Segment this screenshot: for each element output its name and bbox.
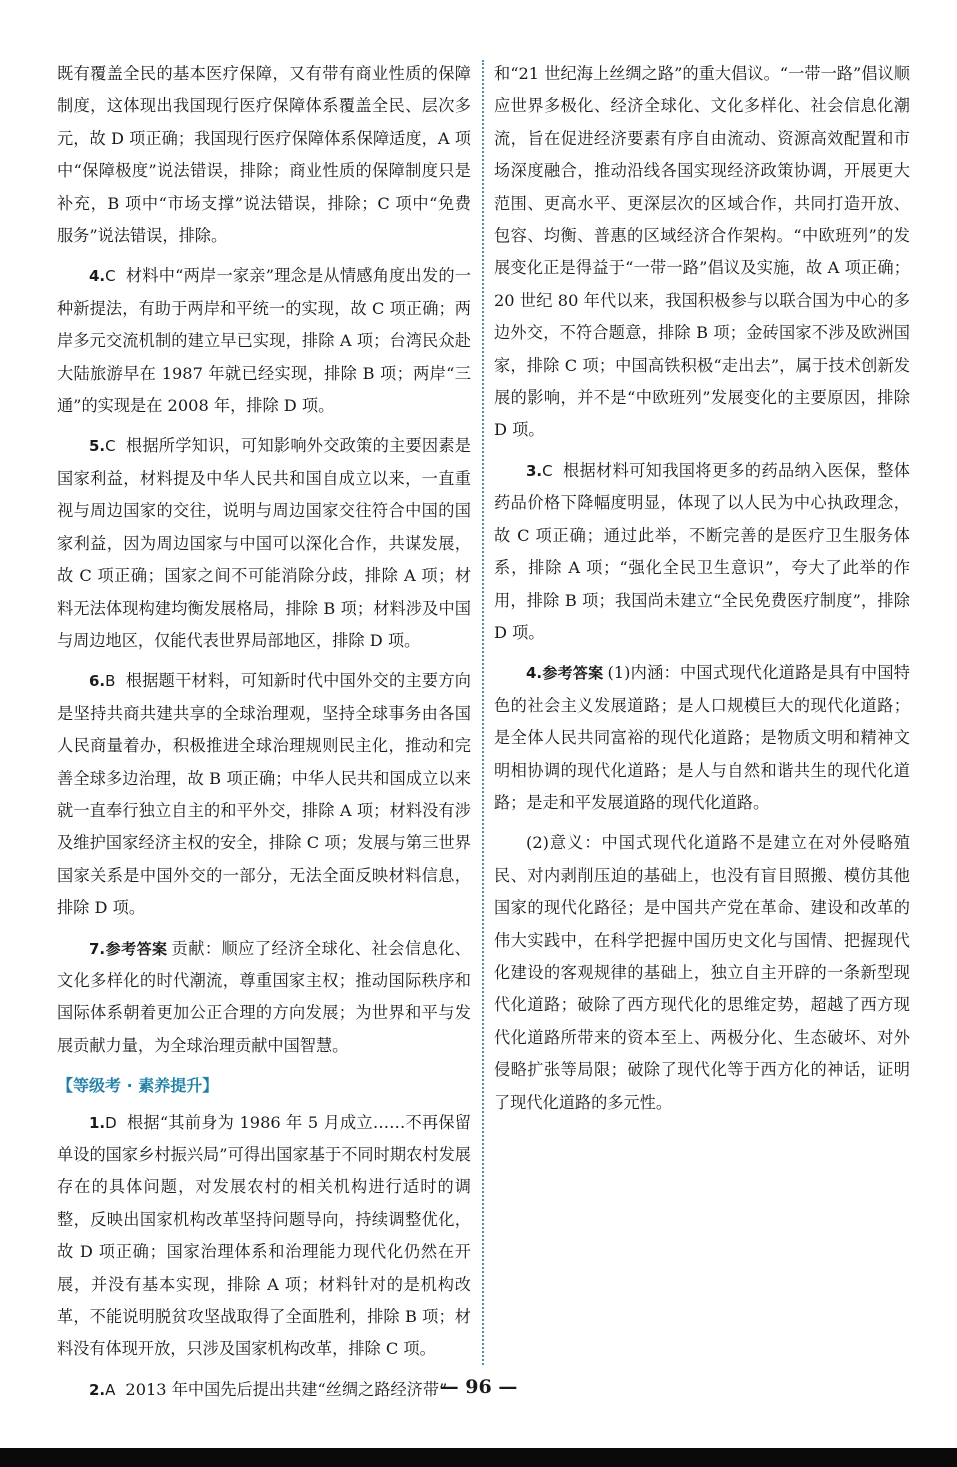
answer-letter: C [105, 267, 116, 286]
answer-item-4 [57, 260, 471, 422]
answer-explanation: (2)意义：中国式现代化道路不是建立在对外侵略殖民、对内剥削压迫的基础上，也没有盲目照搬、模仿其他国家的现代化路径；是中国共产党在革命、建设和改革的伟大实践中，在科学把握中国历史文化与国情、把握现代化建设的客观规律的基础上，独立自主开辟的一条新型现代化道路；破除了西方现代化的思维定势，超越了西方现代化道路所带来的资本至上、两极分化、生态破坏、对外侵略扩张等局限；破除了现代化等于西方化的神话，证明了现代化道路的多元性。 [494, 833, 910, 1112]
answer-letter: B [105, 672, 116, 691]
page-number: — 96 — [439, 1376, 518, 1398]
reference-answer-label: 参考答案 [105, 939, 168, 958]
question-number: 4. [526, 664, 543, 683]
answer-letter: D [105, 1113, 117, 1132]
question-number: 5. [89, 437, 106, 456]
answer-letter: C [542, 461, 553, 480]
question-number: 1. [89, 1113, 106, 1132]
advanced-item-4-part-2 [494, 827, 910, 1119]
paragraph-continued: 既有覆盖全民的基本医疗保障，又有带有商业性质的保障制度，这体现出我国现行医疗保障体系覆盖全民、层次多元，故 D 项正确；我国现行医疗保障体系保障适度，A 项中“保障极度”说法错误，排除；商业性质的保障制度只是补充，B 项中“市场支撑”说法错误，排除；C 项中“免费服务”说法错误，排除。 [57, 64, 471, 246]
column-divider [482, 60, 484, 1365]
answer-explanation: (1)内涵：中国式现代化道路是具有中国特色的社会主义发展道路；是人口规模巨大的现代化道路；是全体人民共同富裕的现代化道路；是物质文明和精神文明相协调的现代化道路；是人与自然和谐共生的现代化道路；是走和平发展道路的现代化道路。 [494, 663, 910, 812]
advanced-item-1 [57, 1107, 471, 1366]
section-title: 【等级考 · 素养提升】 [57, 1076, 219, 1096]
answer-explanation: 材料中“两岸一家亲”理念是从情感角度出发的一种新提法，有助于两岸和平统一的实现，故 C 项正确；两岸多元交流机制的建立早已实现，排除 A 项；台湾民众赴大陆旅游早在 1987 年就已经实现，排除 B 项；两岸“三通”的实现是在 2008 年，排除 D 项。 [57, 266, 471, 416]
advanced-item-4 [494, 657, 910, 819]
answer-explanation: 2013 年中国先后提出共建“丝绸之路经济带” [125, 1379, 448, 1399]
question-number: 2. [89, 1380, 106, 1399]
answer-explanation: 根据材料可知我国将更多的药品纳入医保，整体药品价格下降幅度明显，体现了以人民为中心执政理念，故 C 项正确；通过此举，不断完善的是医疗卫生服务体系，排除 A 项；“强化全民卫生意识”，夸大了此举的作用，排除 B 项；我国尚未建立“全民免费医疗制度”，排除 D 项。 [494, 460, 910, 642]
question-number: 4. [89, 267, 106, 286]
question-number: 7. [89, 939, 106, 958]
bottom-bar [0, 1448, 957, 1467]
question-number: 6. [89, 672, 106, 691]
question-number: 3. [526, 461, 543, 480]
answer-item-7 [57, 933, 471, 1063]
left-column [57, 58, 471, 1406]
answer-explanation: 根据所学知识，可知影响外交政策的主要因素是国家利益，材料提及中华人民共和国自成立以来，一直重视与周边国家的交往，说明与周边国家交往符合中国的国家利益，因为周边国家与中国可以深化合作，共谋发展，故 C 项正确；国家之间不可能消除分歧，排除 A 项；材料无法体现构建均衡发展格局，排除 B 项；材料涉及中国与周边地区，仅能代表世界局部地区，排除 D 项。 [57, 436, 471, 650]
answer-explanation: 根据“其前身为 1986 年 5 月成立……不再保留单设的国家乡村振兴局”可得出国家基于不同时期农村发展存在的具体问题，对发展农村的相关机构进行适时的调整，反映出国家机构改革坚持问题导向，持续调整优化，故 D 项正确；国家治理体系和治理能力现代化仍然在开展，并没有基本实现，排除 A 项；材料针对的是机构改革，不能说明脱贫攻坚战取得了全面胜利，排除 B 项；材料没有体现开放，只涉及国家机构改革，排除 C 项。 [57, 1112, 471, 1359]
right-column [494, 58, 910, 1119]
paragraph-continued: 和“21 世纪海上丝绸之路”的重大倡议。“一带一路”倡议顺应世界多极化、经济全球化、文化多样化、社会信息化潮流，旨在促进经济要素有序自由流动、资源高效配置和市场深度融合，推动沿线各国实现经济政策协调，开展更大范围、更高水平、更深层次的区域合作，共同打造开放、包容、均衡、普惠的区域经济合作架构。“中欧班列”的发展变化正是得益于“一带一路”倡议及实施，故 A 项正确；20 世纪 80 年代以来，我国积极参与以联合国为中心的多边外交，不符合题意，排除 B 项；金砖国家不涉及欧洲国家，排除 C 项；中国高铁积极“走出去”，属于技术创新发展的影响，并不是“中欧班列”发展变化的主要原因，排除 D 项。 [494, 64, 910, 440]
answer-letter: C [105, 437, 116, 456]
answer-item-6 [57, 665, 471, 924]
advanced-item-3 [494, 455, 910, 649]
answer-letter: A [105, 1380, 116, 1399]
reference-answer-label: 参考答案 [542, 664, 604, 683]
answer-explanation: 贡献：顺应了经济全球化、社会信息化、文化多样化的时代潮流，尊重国家主权；推动国际秩序和国际体系朝着更加公正合理的方向发展；为世界和平与发展贡献力量，为全球治理贡献中国智慧。 [57, 938, 471, 1055]
answer-explanation: 根据题干材料，可知新时代中国外交的主要方向是坚持共商共建共享的全球治理观，坚持全球事务由各国人民商量着办，积极推进全球治理规则民主化，推动和完善全球多边治理，故 B 项正确；中华人民共和国成立以来就一直奉行独立自主的和平外交，排除 A 项；材料没有涉及维护国家经济主权的安全，排除 C 项；发展与第三世界国家关系是中国外交的一部分，无法全面反映材料信息，排除 D 项。 [57, 671, 471, 918]
answer-item-5 [57, 430, 471, 657]
